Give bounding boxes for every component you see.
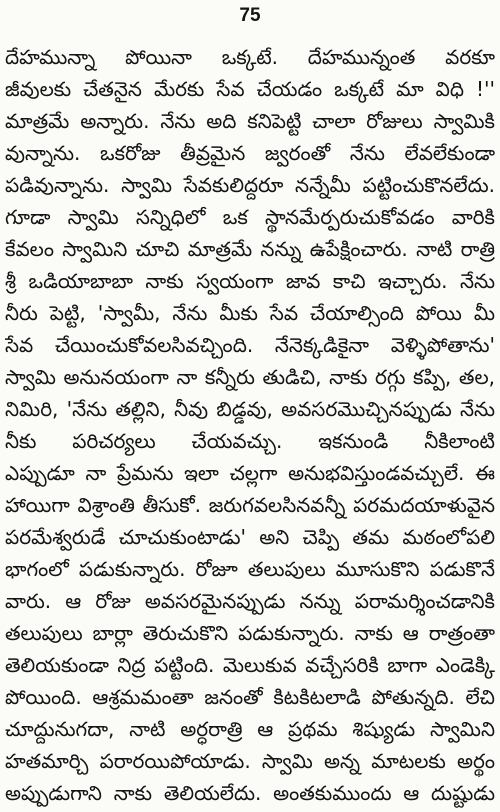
text-line: నీకు పరిచర్యలు చేయవచ్చు. ఇకనుండి నీకిలాంటి bbox=[5, 429, 495, 453]
text-line: వున్నాను. ఒకరోజు తీవ్రమైన జ్వరంతో నేను లేవలేకుండా bbox=[5, 141, 495, 165]
text-line: నీరు పెట్టి, 'స్వామీ, నేను మీకు సేవ చేయాల్సింది పోయి మీ bbox=[5, 301, 495, 325]
text-line: పరమేశ్వరుడే చూచుకుంటాడు' అని చెప్పి తమ మఠంలోపలి bbox=[5, 525, 495, 549]
text-line: శ్రీ ఒడియాబాబా నాకు స్వయంగా జావ కాచి ఇచ్చారు. నేను bbox=[5, 269, 495, 293]
body-text bbox=[5, 41, 495, 809]
text-line: హతమార్చి పరారయిపోయాడు. స్వామి అన్న మాటలకు అర్థం bbox=[5, 749, 495, 773]
text-line: జీవులకు చేతనైన మేరకు సేవ చేయడం ఒక్కటే మా విధి !'' bbox=[5, 77, 495, 101]
text-line: పడివున్నాను. స్వామి సేవకులిద్దరూ నన్నేమీ పట్టించుకొనలేదు. bbox=[5, 173, 495, 197]
page-number: 75 bbox=[239, 5, 261, 26]
text-line: అప్పుడుగాని నాకు తెలియలేదు. అంతకుముందు ఆ దుష్టుడు bbox=[5, 781, 495, 805]
text-line: హాయిగా విశ్రాంతి తీసుకో. జరుగవలసినవన్నీ పరమదయాళువైన bbox=[5, 493, 495, 517]
text-line: తెలియకుండా నిద్ర పట్టింది. మెలుకువ వచ్చేసరికి బాగా ఎండెక్కి bbox=[5, 653, 495, 677]
text-line: వారు. ఆ రోజు అవసరమైనప్పుడు నన్ను పరామర్శించడానికి bbox=[5, 589, 495, 613]
text-line: స్వామి అనునయంగా నా కన్నీరు తుడిచి, నాకు రగ్గు కప్పి, తల, bbox=[5, 365, 495, 389]
text-line: తలుపులు బార్లా తెరుచుకొని పడుకున్నారు. నాకు ఆ రాత్రంతా bbox=[5, 621, 495, 645]
text-line: దేహమున్నా పోయినా ఒక్కటే. దేహమున్నంత వరకూ bbox=[5, 45, 495, 69]
text-line: కేవలం స్వామిని చూచి మాత్రమే నన్ను ఉపేక్షించారు. నాటి రాత్రి bbox=[5, 237, 495, 261]
text-line: నిమిరి, 'నేను తల్లిని, నీవు బిడ్డవు, అవసరమొచ్చినప్పుడు నేను bbox=[5, 397, 495, 421]
text-line: భాగంలో పడుకున్నారు. రోజూ తలుపులు మూసుకొని పడుకొనే bbox=[5, 557, 495, 581]
text-line: సేవ చేయించుకోవలసివచ్చింది. నేనెక్కడికైనా వెళ్ళిపోతాను' bbox=[5, 333, 495, 357]
text-line: చూద్దునుగదా, నాటి అర్ధరాత్రి ఆ ప్రథమ శిష్యుడు స్వామిని bbox=[5, 717, 495, 741]
text-line: మాత్రమే అన్నారు. నేను అది కనిపెట్టి చాలా రోజులు స్వామికి bbox=[5, 109, 495, 133]
text-line: ఎప్పుడూ నా ప్రేమను ఇలా చల్లగా అనుభవిస్తుండవచ్చులే. ఈ bbox=[5, 461, 495, 485]
text-line: పోయింది. ఆశ్రమమంతా జనంతో కిటకిటలాడి పోతున్నది. లేచి bbox=[5, 685, 495, 709]
text-line: గూడా స్వామి సన్నిధిలో ఒక స్థానమేర్పరుచుకోవడం వారికి bbox=[5, 205, 495, 229]
